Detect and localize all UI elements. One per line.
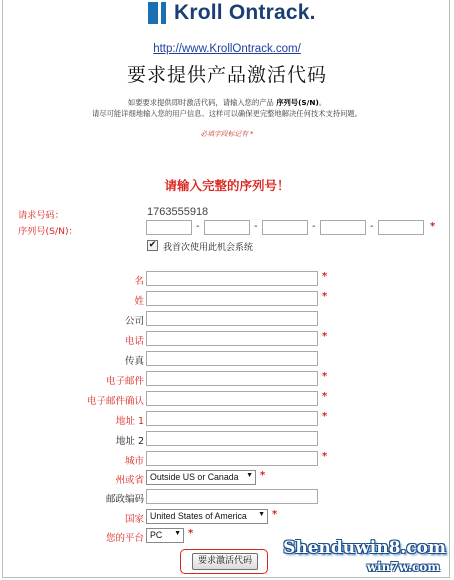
dropdown-arrow-icon: ▼ (246, 472, 253, 479)
watermark-subtext: win7w.com (366, 560, 440, 574)
serial-dash: - (312, 221, 316, 232)
required-star: * (322, 451, 328, 462)
fax-label: 传真 (124, 356, 144, 367)
country-select[interactable] (146, 509, 268, 524)
state-label: 州或省 (115, 475, 144, 486)
page-title: 要求提供产品激活代码 (126, 64, 327, 86)
country-select-value: United States of America (150, 511, 247, 521)
platform-select-value: PC (150, 530, 163, 540)
logo-text: Kroll Ontrack. (174, 1, 316, 24)
required-star: * (322, 271, 328, 282)
watermark-text: Shenduwin8.com (283, 538, 446, 558)
required-star: * (322, 291, 328, 302)
required-fields-note: 必填字段标记有 * (200, 130, 254, 138)
first-use-checkbox[interactable]: ✔ (148, 240, 157, 250)
address1-input[interactable] (146, 411, 318, 426)
platform-select[interactable] (146, 528, 184, 543)
serial-segment-2[interactable] (204, 220, 250, 235)
request-activation-code-button[interactable]: 要求激活代码 (192, 553, 258, 570)
intro-text (0, 97, 454, 119)
required-star: * (322, 391, 328, 402)
fax-input[interactable] (146, 351, 318, 366)
serial-segment-4[interactable] (320, 220, 366, 235)
required-star: * (260, 470, 266, 481)
request-code-value: 1763555918 (147, 206, 209, 218)
serial-heading: 请输入完整的序列号！ (164, 178, 290, 193)
postal-code-input[interactable] (146, 489, 318, 504)
email-confirm-label: 电子邮件确认 (86, 396, 144, 407)
intro-line1-bold: 序列号(S/N) (276, 98, 319, 107)
required-star: * (430, 221, 436, 232)
postal-code-label: 邮政编码 (105, 494, 144, 505)
country-label: 国家 (124, 514, 144, 525)
serial-segment-1[interactable] (146, 220, 192, 235)
website-link[interactable]: http://www.KrollOntrack.com/ (153, 43, 301, 55)
logo-bar-small-icon (161, 2, 166, 24)
state-select-value: Outside US or Canada (150, 472, 239, 482)
intro-line-2: 请尽可能详细地输入您的用户信息。这样可以确保更完整地解决任何技术支持问题。 (92, 109, 362, 118)
serial-dash: - (254, 221, 258, 232)
intro-line1-end: 。 (318, 98, 327, 107)
intro-line1-text: 如要要求提供即时激活代码，请输入您的产品 (127, 98, 277, 107)
last-name-label: 姓 (134, 296, 144, 307)
required-star: * (188, 528, 194, 539)
serial-dash: - (370, 221, 374, 232)
serial-segment-3[interactable] (262, 220, 308, 235)
platform-label: 您的平台 (105, 533, 144, 544)
city-input[interactable] (146, 451, 318, 466)
company-input[interactable] (146, 311, 318, 326)
required-star: * (322, 411, 328, 422)
email-input[interactable] (146, 371, 318, 386)
city-label: 城市 (124, 456, 144, 467)
serial-dash: - (196, 221, 200, 232)
phone-input[interactable] (146, 331, 318, 346)
required-star: * (322, 331, 328, 342)
email-confirm-input[interactable] (146, 391, 318, 406)
company-label: 公司 (124, 316, 144, 327)
first-name-label: 名 (134, 276, 144, 287)
intro-line-1 (0, 97, 454, 108)
address1-label: 地址 1 (115, 416, 144, 427)
dropdown-arrow-icon: ▼ (174, 530, 181, 537)
first-use-label: 我首次使用此机会系统 (163, 243, 254, 253)
address2-label: 地址 2 (115, 436, 144, 447)
required-star: * (272, 509, 278, 520)
first-name-input[interactable] (146, 271, 318, 286)
dropdown-arrow-icon: ▼ (258, 511, 265, 518)
kroll-ontrack-logo (148, 0, 316, 26)
required-star: * (322, 371, 328, 382)
request-code-label: 请求号码： (18, 210, 64, 221)
serial-label: 序列号(S/N)： (18, 226, 78, 237)
logo-bar-icon (148, 2, 158, 24)
state-select[interactable] (146, 470, 256, 485)
email-label: 电子邮件 (105, 376, 144, 387)
address2-input[interactable] (146, 431, 318, 446)
phone-label: 电话 (124, 336, 144, 347)
serial-segment-5[interactable] (378, 220, 424, 235)
last-name-input[interactable] (146, 291, 318, 306)
